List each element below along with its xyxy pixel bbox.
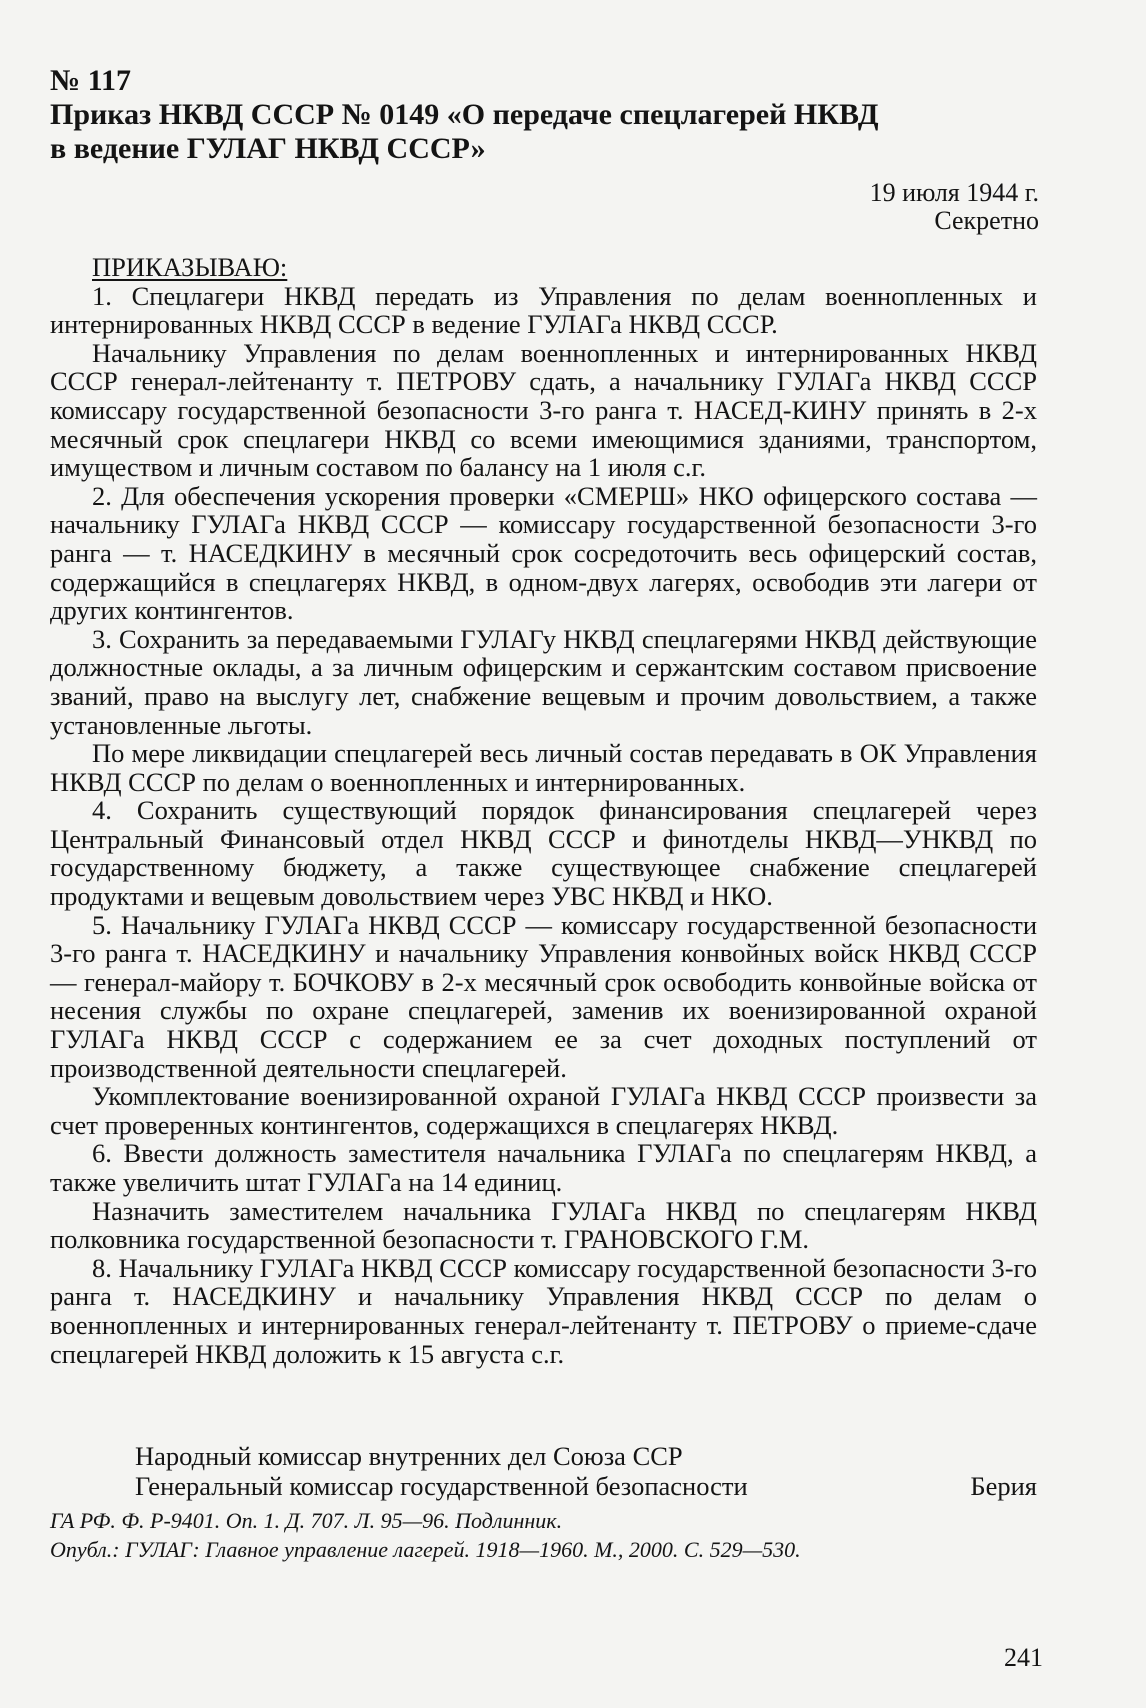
paragraph-8: Укомплектование военизированной охраной ГУЛАГа НКВД СССР произвести за счет проверенных контингентов, содержащихся в спецлагерях НКВД.: [50, 1081, 1037, 1140]
paragraph-6: 4. Сохранить существующий порядок финансирования спецлагерей через Центральный Финансовый отдел НКВД СССР и финотделы НКВД—УНКВД по государственному бюджету, а также существующее снабжение спецлагерей продуктами и вещевым довольствием через УВС НКВД и НКО.: [50, 795, 1037, 912]
document-body: [50, 253, 1037, 1368]
page-number: 241: [1004, 1643, 1043, 1672]
publication-reference: Опубл.: ГУЛАГ: Главное управление лагерей. 1918—1960. М., 2000. С. 529—530.: [50, 1537, 801, 1562]
paragraph-3: 2. Для обеспечения ускорения проверки «СМЕРШ» НКО офицерского состава — начальнику ГУЛАГа НКВД СССР — комиссару государственной безопасности 3-го ранга — т. НАСЕДКИНУ в месячный срок сосредоточить весь офицерский состав, содержащийся в спецлагерях НКВД, в одном-двух лагерях, освободив эти лагери от других контингентов.: [50, 480, 1037, 626]
source-notes: [50, 1506, 1050, 1564]
signature-title-1: Народный комиссар внутренних дел Союза ССР: [135, 1441, 683, 1471]
paragraph-10: Назначить заместителем начальника ГУЛАГа НКВД по спецлагерям НКВД полковника государственной безопасности т. ГРАНОВСКОГО Г.М.: [50, 1195, 1037, 1255]
paragraph-1: 1. Спецлагери НКВД передать из Управления по делам военнопленных и интернированных НКВД СССР в ведение ГУЛАГа НКВД СССР.: [50, 280, 1037, 340]
signature-title-2: Генеральный комиссар государственной безопасности: [135, 1471, 748, 1501]
paragraph-11: 8. Начальнику ГУЛАГа НКВД СССР комиссару государственной безопасности 3-го ранга т. НАСЕДКИНУ и начальнику Управления НКВД СССР по делам о военнопленных и интернированных генерал-лейтенанту т. ПЕТРОВУ о приеме-сдаче спецлагерей НКВД доложить к 15 августа с.г.: [50, 1252, 1037, 1369]
paragraph-4: 3. Сохранить за передаваемыми ГУЛАГу НКВД спецлагерями НКВД действующие должностные оклады, а за личным офицерским и сержантским составом присвоение званий, право на выслугу лет, снабжение вещевым и прочим довольствием, а также установленные льготы.: [50, 623, 1037, 740]
paragraph-7: 5. Начальнику ГУЛАГа НКВД СССР — комиссару государственной безопасности 3-го ранга т. НАСЕДКИНУ и начальнику Управления конвойных войск НКВД СССР — генерал-майору т. БОЧКОВУ в 2-х месячный срок освободить конвойные войска от несения службы по охране спецлагерей, заменив их военизированной охраной ГУЛАГа НКВД СССР с содержанием ее за счет доходных поступлений от производственной деятельности спецлагерей.: [50, 909, 1037, 1083]
signatory-name: Берия: [970, 1471, 1037, 1501]
document-number: № 117: [50, 64, 131, 97]
title-line-1: Приказ НКВД СССР № 0149 «О передаче спецлагерей НКВД: [50, 98, 879, 131]
document-date: 19 июля 1944 г.: [869, 178, 1039, 207]
order-heading: ПРИКАЗЫВАЮ:: [92, 252, 288, 282]
paragraph-5: По мере ликвидации спецлагерей весь личный состав передавать в ОК Управления НКВД СССР по делам о военнопленных и интернированных.: [50, 738, 1037, 797]
classification-mark: Секретно: [934, 206, 1039, 235]
signature-row: [50, 1471, 1037, 1501]
document-title: [50, 98, 950, 166]
paragraph-2: Начальнику Управления по делам военнопленных и интернированных НКВД СССР генерал-лейтенанту т. ПЕТРОВУ сдать, а начальнику ГУЛАГа НКВД СССР комиссару государственной безопасности 3-го ранга т. НАСЕД-КИНУ принять в 2-х месячный срок спецлагери НКВД со всеми имеющимися зданиями, транспортом, имуществом и личным составом по балансу на 1 июля с.г.: [50, 337, 1037, 483]
title-line-2: в ведение ГУЛАГ НКВД СССР»: [50, 132, 486, 165]
archive-reference: ГА РФ. Ф. Р-9401. Оп. 1. Д. 707. Л. 95—96. Подлинник.: [50, 1508, 563, 1533]
signature-block: [50, 1441, 1037, 1501]
paragraph-9: 6. Ввести должность заместителя начальника ГУЛАГа по спецлагерям НКВД, а также увеличить штат ГУЛАГа на 14 единиц.: [50, 1138, 1037, 1197]
